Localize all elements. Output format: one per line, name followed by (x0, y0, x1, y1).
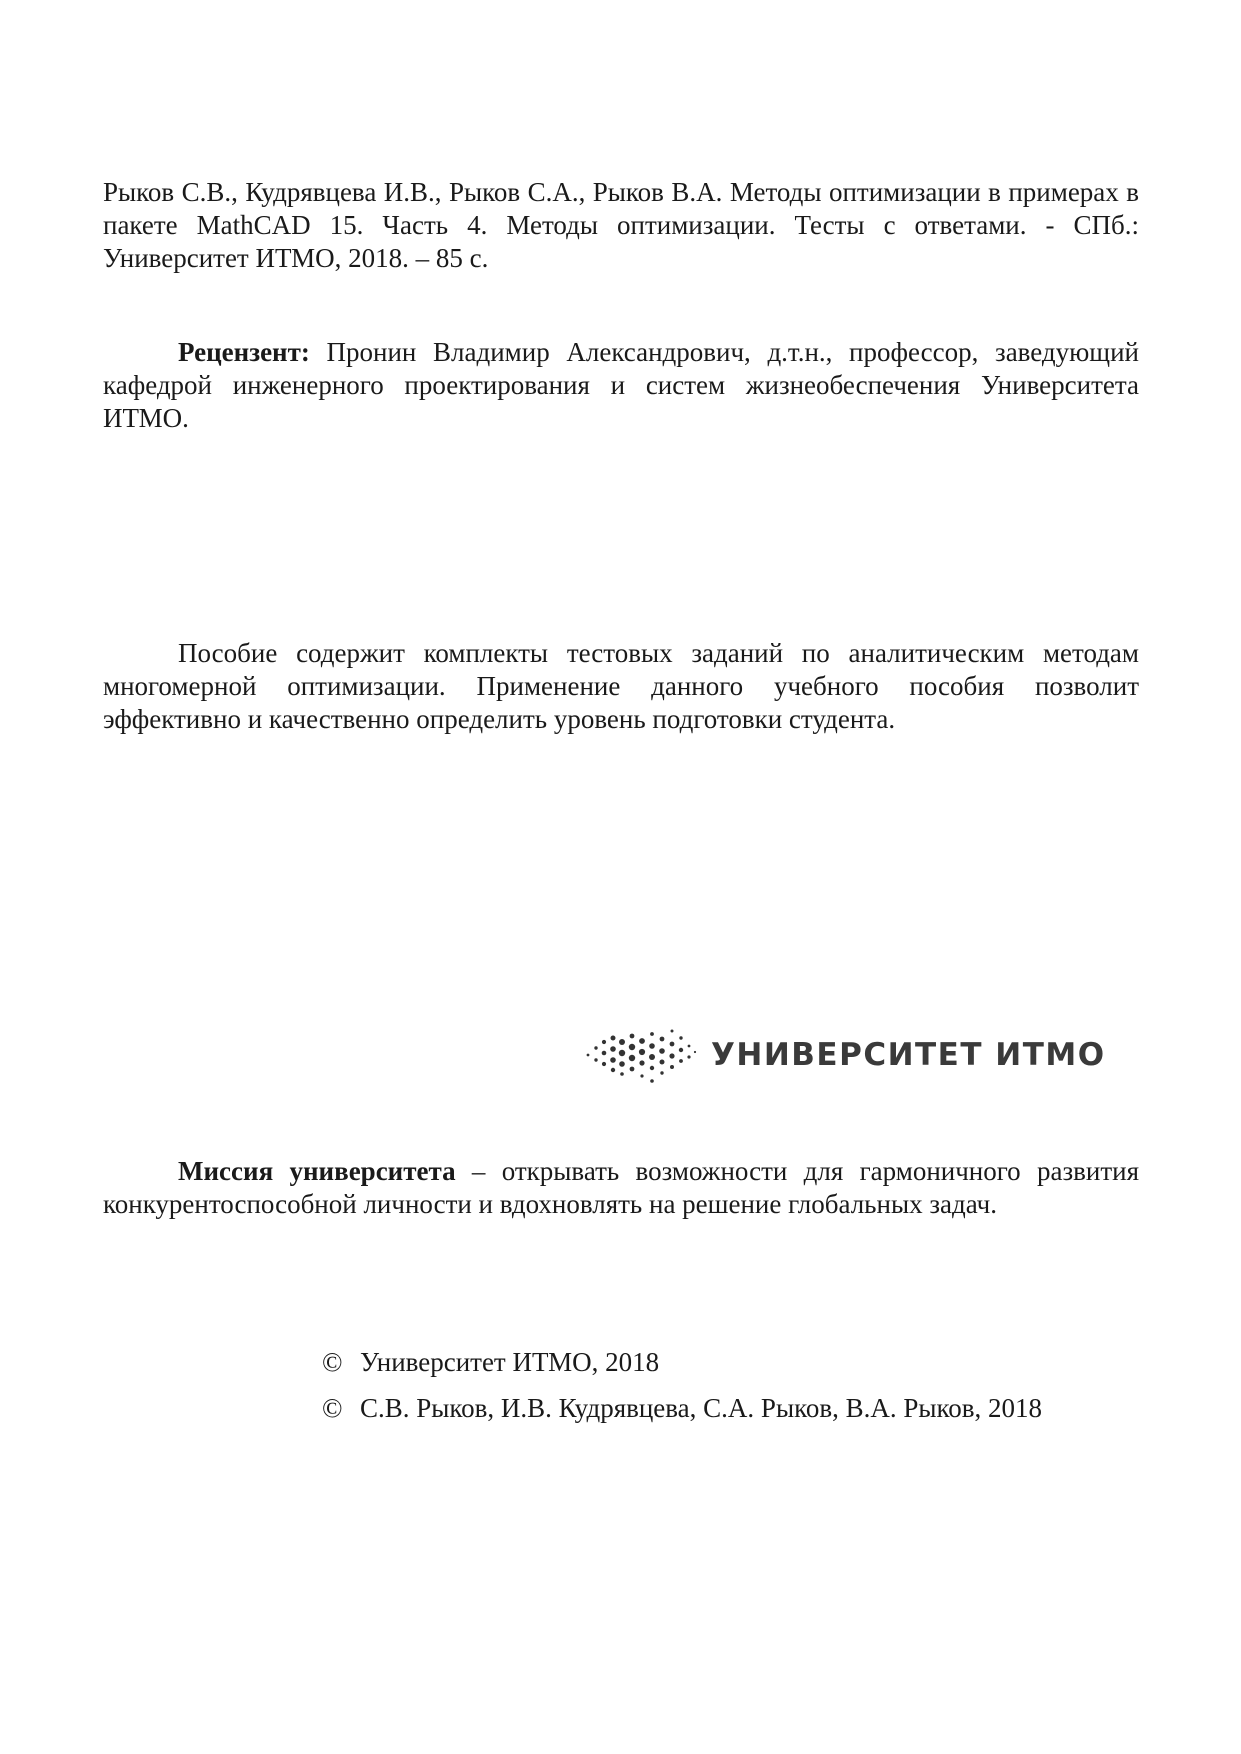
abstract-paragraph (103, 637, 1139, 736)
itmo-logo-text: УНИВЕРСИТЕТ ИТМО (711, 1037, 1106, 1073)
copyright-symbol: © (322, 1393, 343, 1423)
copyright-line-university (322, 1346, 659, 1379)
mission-text: – открывать возможности для гармоничного развития конкурентоспособной личности и вдохновлять на решение глобальных задач. (103, 1156, 1139, 1219)
mission-paragraph (103, 1155, 1139, 1221)
citation-text: Рыков С.В., Кудрявцева И.В., Рыков С.А., Рыков В.А. Методы оптимизации в примерах в пакете MathCAD 15. Часть 4. Методы оптимизации. Тесты с ответами. - СПб.: Университет ИТМО, 2018. – 85 с. (103, 177, 1139, 273)
mission-label: Миссия университета (178, 1156, 456, 1186)
copyright-text: С.В. Рыков, И.В. Кудрявцева, С.А. Рыков, В.А. Рыков, 2018 (360, 1393, 1042, 1423)
reviewer-text: Пронин Владимир Александрович, д.т.н., профессор, заведующий кафедрой инженерного проектирования и систем жизнеобеспечения Университета ИТМО. (103, 337, 1139, 433)
itmo-logo (585, 1024, 1125, 1086)
copyright-symbol: © (322, 1347, 343, 1377)
reviewer-paragraph (103, 336, 1139, 435)
copyright-text: Университет ИТМО, 2018 (360, 1347, 660, 1377)
abstract-text: Пособие содержит комплекты тестовых заданий по аналитическим методам многомерной оптимизации. Применение данного учебного пособия позволит эффективно и качественно определить уровень подготовки студента. (103, 638, 1139, 734)
reviewer-label: Рецензент: (178, 337, 310, 367)
bibliographic-citation (103, 176, 1139, 275)
itmo-dots-icon (585, 1024, 697, 1086)
copyright-line-authors (322, 1392, 1042, 1425)
